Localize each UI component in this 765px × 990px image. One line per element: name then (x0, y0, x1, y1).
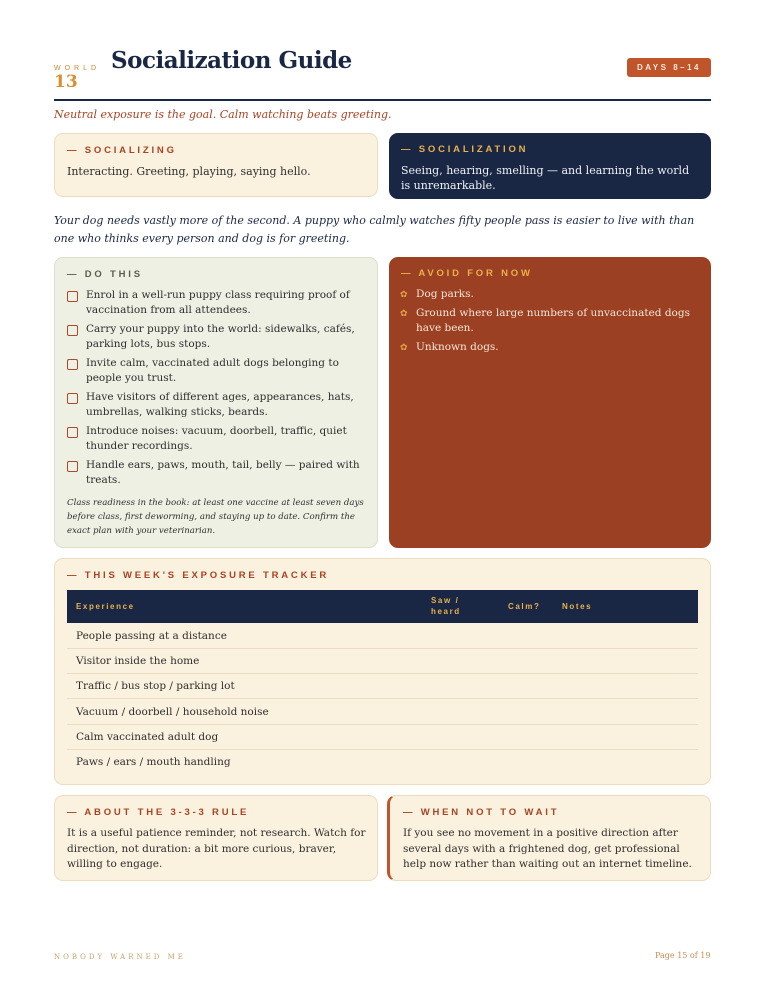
tracker-title: — THIS WEEK'S EXPOSURE TRACKER (67, 570, 330, 581)
rule-333-title: — ABOUT THE 3-3-3 RULE (67, 807, 250, 818)
days-badge: DAYS 8–14 (627, 58, 711, 77)
do-this-item: Carry your puppy into the world: sidewalks, cafés, parking lots, bus stops. (67, 322, 367, 352)
intro-text: Neutral exposure is the goal. Calm watching beats greeting. (54, 108, 392, 121)
world-label: WORLD (54, 65, 101, 72)
world-number: 13 (54, 72, 78, 92)
row-experience: Paws / ears / mouth handling (76, 756, 231, 768)
table-row[interactable] (67, 673, 698, 699)
header-divider (54, 99, 711, 101)
tracker-table-header (67, 590, 698, 623)
footer-book-title: NOBODY WARNED ME (54, 953, 186, 961)
when-not-to-wait-title: — WHEN NOT TO WAIT (403, 807, 560, 818)
table-row[interactable] (67, 724, 698, 750)
table-row[interactable] (67, 648, 698, 674)
do-this-item: Enrol in a well-run puppy class requiring proof of vaccination from all attendees. (67, 288, 367, 318)
column-header-saw-heard: Saw / heard (431, 596, 461, 616)
table-row[interactable] (67, 749, 698, 774)
checkbox-icon[interactable] (67, 461, 78, 472)
socialization-title: — SOCIALIZATION (401, 144, 529, 155)
do-this-card (54, 257, 378, 548)
socializing-card (54, 133, 378, 197)
when-not-to-wait-card (387, 795, 711, 881)
table-row[interactable] (67, 623, 698, 649)
checkbox-icon[interactable] (67, 325, 78, 336)
do-this-item: Have visitors of different ages, appearances, hats, umbrellas, walking sticks, beards. (67, 390, 367, 420)
avoid-card (389, 257, 711, 548)
do-this-title: — DO THIS (67, 269, 143, 280)
explanation-paragraph: Your dog needs vastly more of the second. A puppy who calmly watches fifty people pass is easier to live with than one who thinks every person and dog is for greeting. (54, 214, 695, 245)
column-header-experience: Experience (76, 602, 135, 611)
do-this-list (67, 288, 367, 492)
row-experience: People passing at a distance (76, 630, 227, 642)
do-this-item: Invite calm, vaccinated adult dogs belonging to people you trust. (67, 356, 367, 386)
page-title: Socialization Guide (111, 47, 352, 74)
checkbox-icon[interactable] (67, 393, 78, 404)
paw-icon: ✿ (400, 343, 408, 353)
do-this-item: Handle ears, paws, mouth, tail, belly — paired with treats. (67, 458, 367, 488)
paw-icon: ✿ (400, 309, 408, 319)
column-header-calm: Calm? (508, 602, 541, 611)
socializing-text: Interacting. Greeting, playing, saying hello. (67, 165, 311, 178)
avoid-item: ✿ Ground where large numbers of unvaccinated dogs have been. (400, 307, 690, 334)
avoid-item: ✿ Unknown dogs. (400, 340, 700, 355)
page-number: Page 15 of 19 (655, 951, 711, 960)
socialization-card (389, 133, 711, 199)
rule-333-card (54, 795, 378, 881)
do-this-item: Introduce noises: vacuum, doorbell, traffic, quiet thunder recordings. (67, 424, 367, 454)
avoid-item: ✿ Dog parks. (400, 287, 700, 302)
tracker-card (54, 558, 711, 785)
table-row[interactable] (67, 699, 698, 725)
row-experience: Traffic / bus stop / parking lot (76, 680, 235, 692)
avoid-title: — AVOID FOR NOW (401, 268, 533, 279)
rule-333-text: It is a useful patience reminder, not research. Watch for direction, not duration: a bit more curious, braver, willing to engage. (67, 827, 366, 870)
row-experience: Calm vaccinated adult dog (76, 731, 219, 743)
socialization-text: Seeing, hearing, smelling — and learning the world is unremarkable. (401, 164, 690, 192)
class-readiness-note: Class readiness in the book: at least one vaccine at least seven days before class, first deworming, and staying up to date. Confirm the exact plan with your veterinarian. (67, 498, 364, 536)
checkbox-icon[interactable] (67, 427, 78, 438)
socializing-title: — SOCIALIZING (67, 145, 177, 156)
row-experience: Visitor inside the home (76, 655, 200, 667)
avoid-list (400, 287, 700, 359)
checkbox-icon[interactable] (67, 359, 78, 370)
column-header-notes: Notes (562, 602, 593, 611)
row-experience: Vacuum / doorbell / household noise (76, 706, 269, 718)
checkbox-icon[interactable] (67, 291, 78, 302)
paw-icon: ✿ (400, 290, 408, 300)
when-not-to-wait-text: If you see no movement in a positive direction after several days with a frightened dog, get professional help now rather than waiting out an internet timeline. (403, 827, 692, 870)
